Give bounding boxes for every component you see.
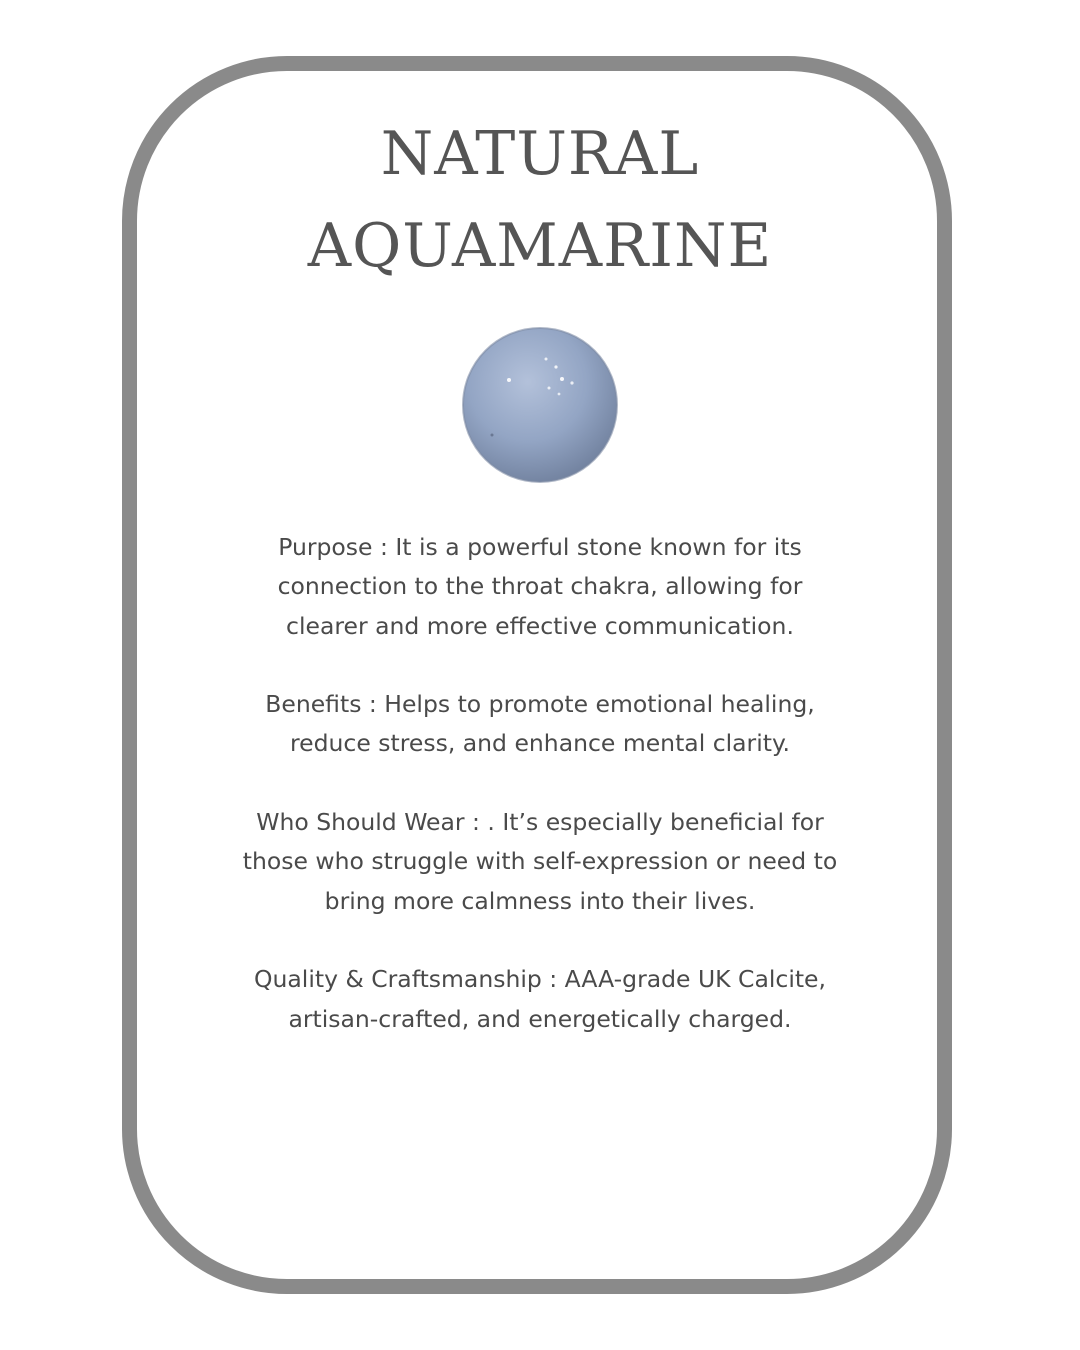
title-line-2: AQUAMARINE <box>307 211 773 281</box>
title-line-1: NATURAL <box>380 119 700 189</box>
purpose-text: Purpose : It is a powerful stone known for its connection to the throat chakra, allowing for clearer and more effective communication. <box>277 533 803 640</box>
benefits-text: Benefits : Helps to promote emotional healing, reduce stress, and enhance mental clarity. <box>265 690 815 758</box>
quality-text: Quality & Craftsmanship : AAA-grade UK Calcite, artisan-crafted, and energetically charged. <box>254 965 826 1033</box>
description-block <box>240 528 840 1039</box>
who-should-wear-text: Who Should Wear : . It’s especially beneficial for those who struggle with self-expression or need to bring more calmness into their lives. <box>242 808 838 915</box>
page-title <box>0 108 1080 292</box>
aquamarine-stone-icon <box>462 325 619 483</box>
